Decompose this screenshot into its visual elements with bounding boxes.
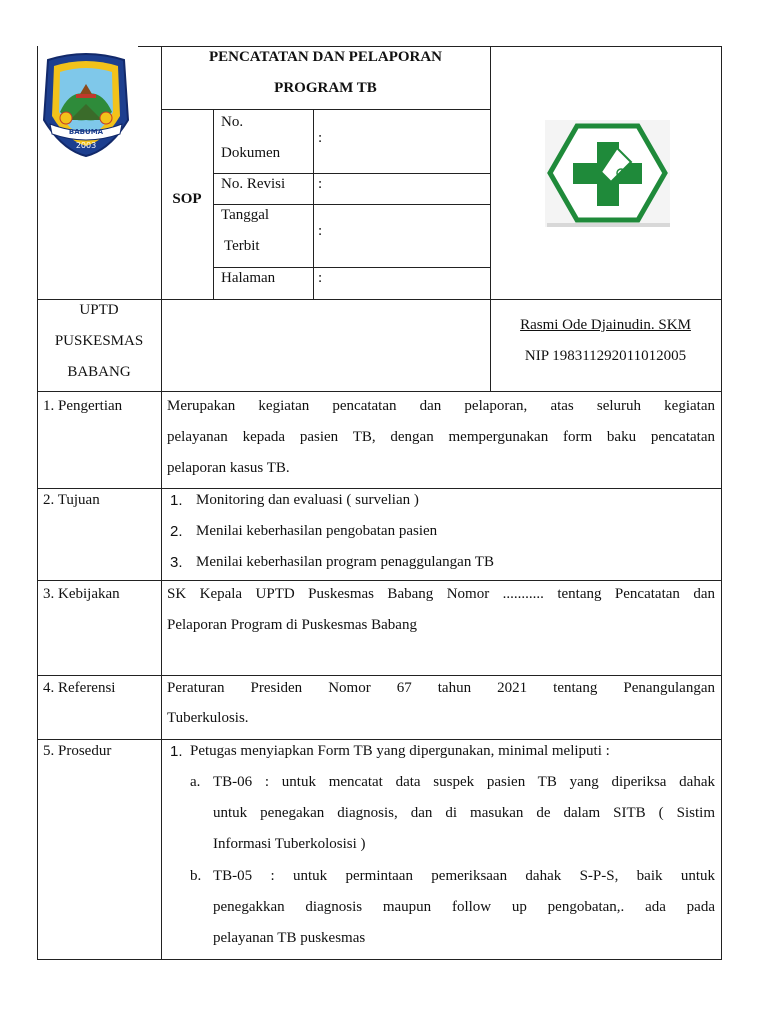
- border-bottom: [37, 959, 721, 960]
- kebijakan-line2: Pelaporan Program di Puskesmas Babang: [167, 617, 417, 633]
- left-logo-year: 2003: [75, 141, 97, 150]
- border-field-column: [313, 109, 314, 299]
- prosedur-item-a-line2: untuk penegakan diagnosis, dan di masukan de dalam SITB ( Sistim: [213, 805, 715, 821]
- prosedur-step1-number: 1.: [170, 743, 183, 760]
- revision-colon: :: [318, 176, 323, 192]
- signer-name: Rasmi Ode Djainudin. SKM: [520, 317, 691, 333]
- date-colon: :: [318, 223, 323, 239]
- revision-label: No. Revisi: [221, 176, 286, 192]
- regency-crest-icon: [40, 50, 132, 158]
- section-label-referensi: 4. Referensi: [43, 680, 116, 696]
- referensi-line1: Peraturan Presiden Nomor 67 tahun 2021 tentang Penangulangan: [167, 680, 715, 696]
- tujuan-item-1-number: 1.: [170, 492, 183, 509]
- border-title-bottom: [161, 109, 490, 110]
- org-unit-line3: BABANG: [67, 364, 131, 380]
- border-right: [721, 46, 722, 960]
- org-unit-line2: PUSKESMAS: [54, 333, 144, 349]
- doc-number-label-line2: Dokumen: [221, 145, 281, 161]
- tujuan-item-2-number: 2.: [170, 523, 183, 540]
- pengertian-line3: pelaporan kasus TB.: [167, 460, 290, 476]
- section-label-prosedur: 5. Prosedur: [43, 743, 112, 759]
- section-label-pengertian: 1. Pengertian: [43, 398, 123, 414]
- tujuan-item-2-text: Menilai keberhasilan pengobatan pasien: [196, 523, 438, 539]
- border-sop-column: [213, 109, 214, 299]
- document-title-line2: PROGRAM TB: [274, 80, 377, 96]
- border-left: [37, 46, 38, 960]
- tujuan-item-3-text: Menilai keberhasilan program penaggulangan TB: [196, 554, 494, 570]
- prosedur-item-a-letter: a.: [190, 774, 201, 790]
- page-label: Halaman: [221, 270, 276, 286]
- prosedur-item-b-letter: b.: [190, 868, 202, 884]
- date-label-line1: Tanggal: [221, 207, 270, 223]
- prosedur-item-b-line2: penegakkan diagnosis maupun follow up pengobatan,. ada pada: [213, 899, 715, 915]
- signer-nip: NIP 198311292011012005: [524, 348, 687, 364]
- tujuan-item-1-text: Monitoring dan evaluasi ( survelian ): [196, 492, 419, 508]
- tujuan-item-3-number: 3.: [170, 554, 183, 571]
- page-colon: :: [318, 270, 323, 286]
- prosedur-item-b-line1: TB-05 : untuk permintaan pemeriksaan dahak S-P-S, baik untuk: [213, 868, 715, 884]
- section-label-tujuan: 2. Tujuan: [43, 492, 100, 508]
- date-label-line2: Terbit: [224, 238, 260, 254]
- pengertian-line1: Merupakan kegiatan pencatatan dan pelaporan, atas seluruh kegiatan: [167, 398, 715, 414]
- pengertian-line2: pelayanan kepada pasien TB, dengan mempergunakan form baku pencatatan: [167, 429, 715, 445]
- prosedur-item-a-line1: TB-06 : untuk mencatat data suspek pasien TB yang diperiksa dahak: [213, 774, 715, 790]
- section-label-kebijakan: 3. Kebijakan: [43, 586, 120, 602]
- kebijakan-line1: SK Kepala UPTD Puskesmas Babang Nomor ........... tentang Pencatatan dan: [167, 586, 715, 602]
- document-title-line1: PENCATATAN DAN PELAPORAN: [208, 49, 443, 65]
- doc-number-label-line1: No.: [221, 114, 244, 130]
- sop-label: SOP: [172, 191, 202, 207]
- left-logo-banner: BABUMA: [68, 128, 104, 136]
- doc-number-colon: :: [318, 130, 323, 146]
- referensi-line2: Tuberkulosis.: [167, 710, 249, 726]
- prosedur-item-b-line3: pelayanan TB puskesmas: [213, 930, 366, 946]
- puskesmas-cross-icon: [545, 120, 670, 227]
- prosedur-step1-text: Petugas menyiapkan Form TB yang dipergunakan, minimal meliputi :: [190, 743, 610, 759]
- org-unit-line1: UPTD: [79, 302, 119, 318]
- prosedur-item-a-line3: Informasi Tuberkolosisi ): [213, 836, 366, 852]
